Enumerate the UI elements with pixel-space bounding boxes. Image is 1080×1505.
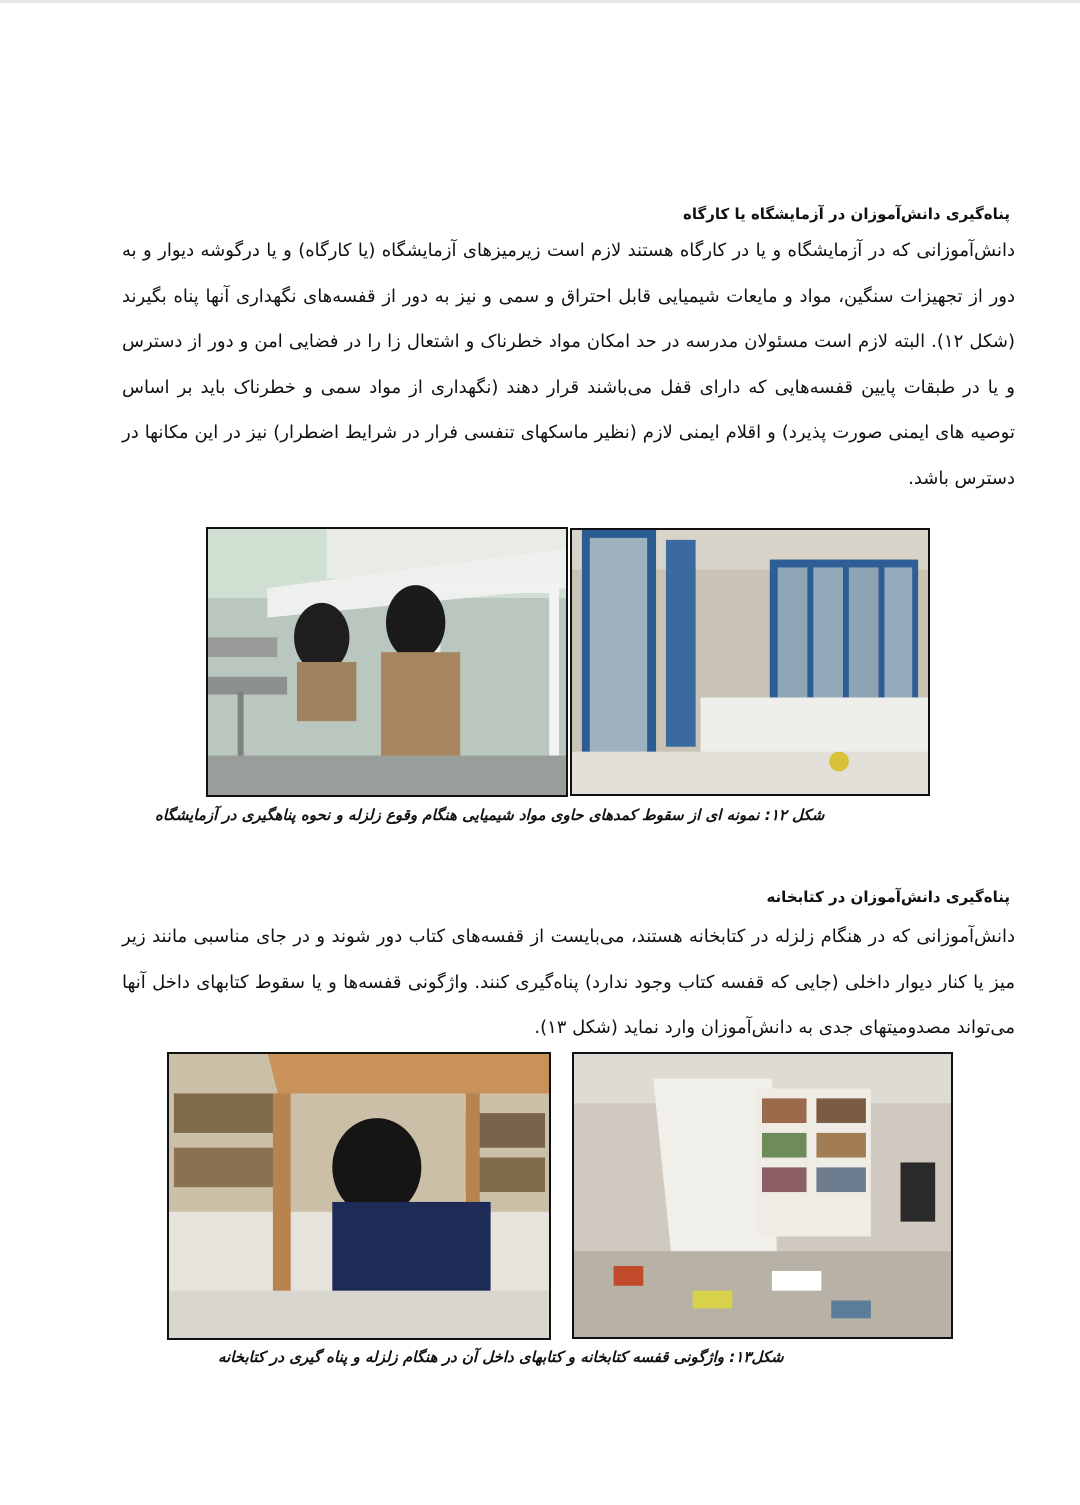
section-heading-library: پناه‌گیری دانش‌آموزان در کتابخانه: [766, 888, 1010, 906]
top-divider: [0, 0, 1080, 3]
photo-overturned-bookshelves-graphic: [574, 1054, 951, 1337]
photo-students-under-lab-bench: [206, 527, 568, 797]
paragraph-library: [122, 914, 1015, 1051]
photo-student-under-library-table-graphic: [169, 1054, 549, 1338]
photo-fallen-chemical-cabinets: [570, 528, 930, 796]
section-heading-lab: پناه‌گیری دانش‌آموزان در آزمایشگاه یا کارگاه: [683, 205, 1010, 223]
paragraph-lab: [122, 228, 1015, 501]
paragraph-lab-text: دانش‌آموزانی که در آزمایشگاه و یا در کارگاه هستند لازم است زیرمیزهای آزمایشگاه (یا کارگاه) و یا درگوشه دیوار و به دور از تجهیزات سنگین، مواد و مایعات شیمیایی قابل احتراق و سمی و نیز به دور از قفسه‌های نگهداری آنها پناه بگیرند (شکل ۱۲). البته لازم است مسئولان مدرسه در حد امکان مواد خطرناک و اشتعال زا را در فضایی امن و دور از دسترس و یا در طبقات پایین قفسه‌هایی که دارای قفل می‌باشند قرار دهند (نگهداری از مواد سمی و خطرناک باید بر اساس توصیه های ایمنی صورت پذیرد) و اقلام ایمنی لازم (نظیر ماسکهای تنفسی فرار در شرایط اضطرار) نیز در این مکانها در دسترس باشد.: [122, 240, 1015, 489]
photo-students-under-lab-bench-graphic: [208, 529, 566, 795]
paragraph-library-text: دانش‌آموزانی که در هنگام زلزله در کتابخانه هستند، می‌بایست از قفسه‌های کتاب دور شوند و در جای مناسبی مانند زیر میز یا کنار دیوار داخلی (جایی که قفسه کتاب وجود ندارد) پناه‌گیری کنند. واژگونی قفسه‌ها و یا سقوط کتابهای داخل آنها می‌تواند مصدومیتهای جدی به دانش‌آموزان وارد نماید (شکل ۱۳).: [122, 926, 1015, 1038]
figure-caption-12: شکل ۱۲: نمونه ای از سقوط کمدهای حاوی مواد شیمیایی هنگام وقوع زلزله و نحوه پناهگیری در آزمایشگاه: [155, 806, 825, 824]
photo-fallen-chemical-cabinets-graphic: [572, 530, 928, 794]
figure-caption-13: شکل۱۳: واژگونی قفسه کتابخانه و کتابهای داخل آن در هنگام زلزله و پناه گیری در کتابخانه: [218, 1348, 784, 1366]
photo-student-under-library-table: [167, 1052, 551, 1340]
photo-overturned-bookshelves: [572, 1052, 953, 1339]
